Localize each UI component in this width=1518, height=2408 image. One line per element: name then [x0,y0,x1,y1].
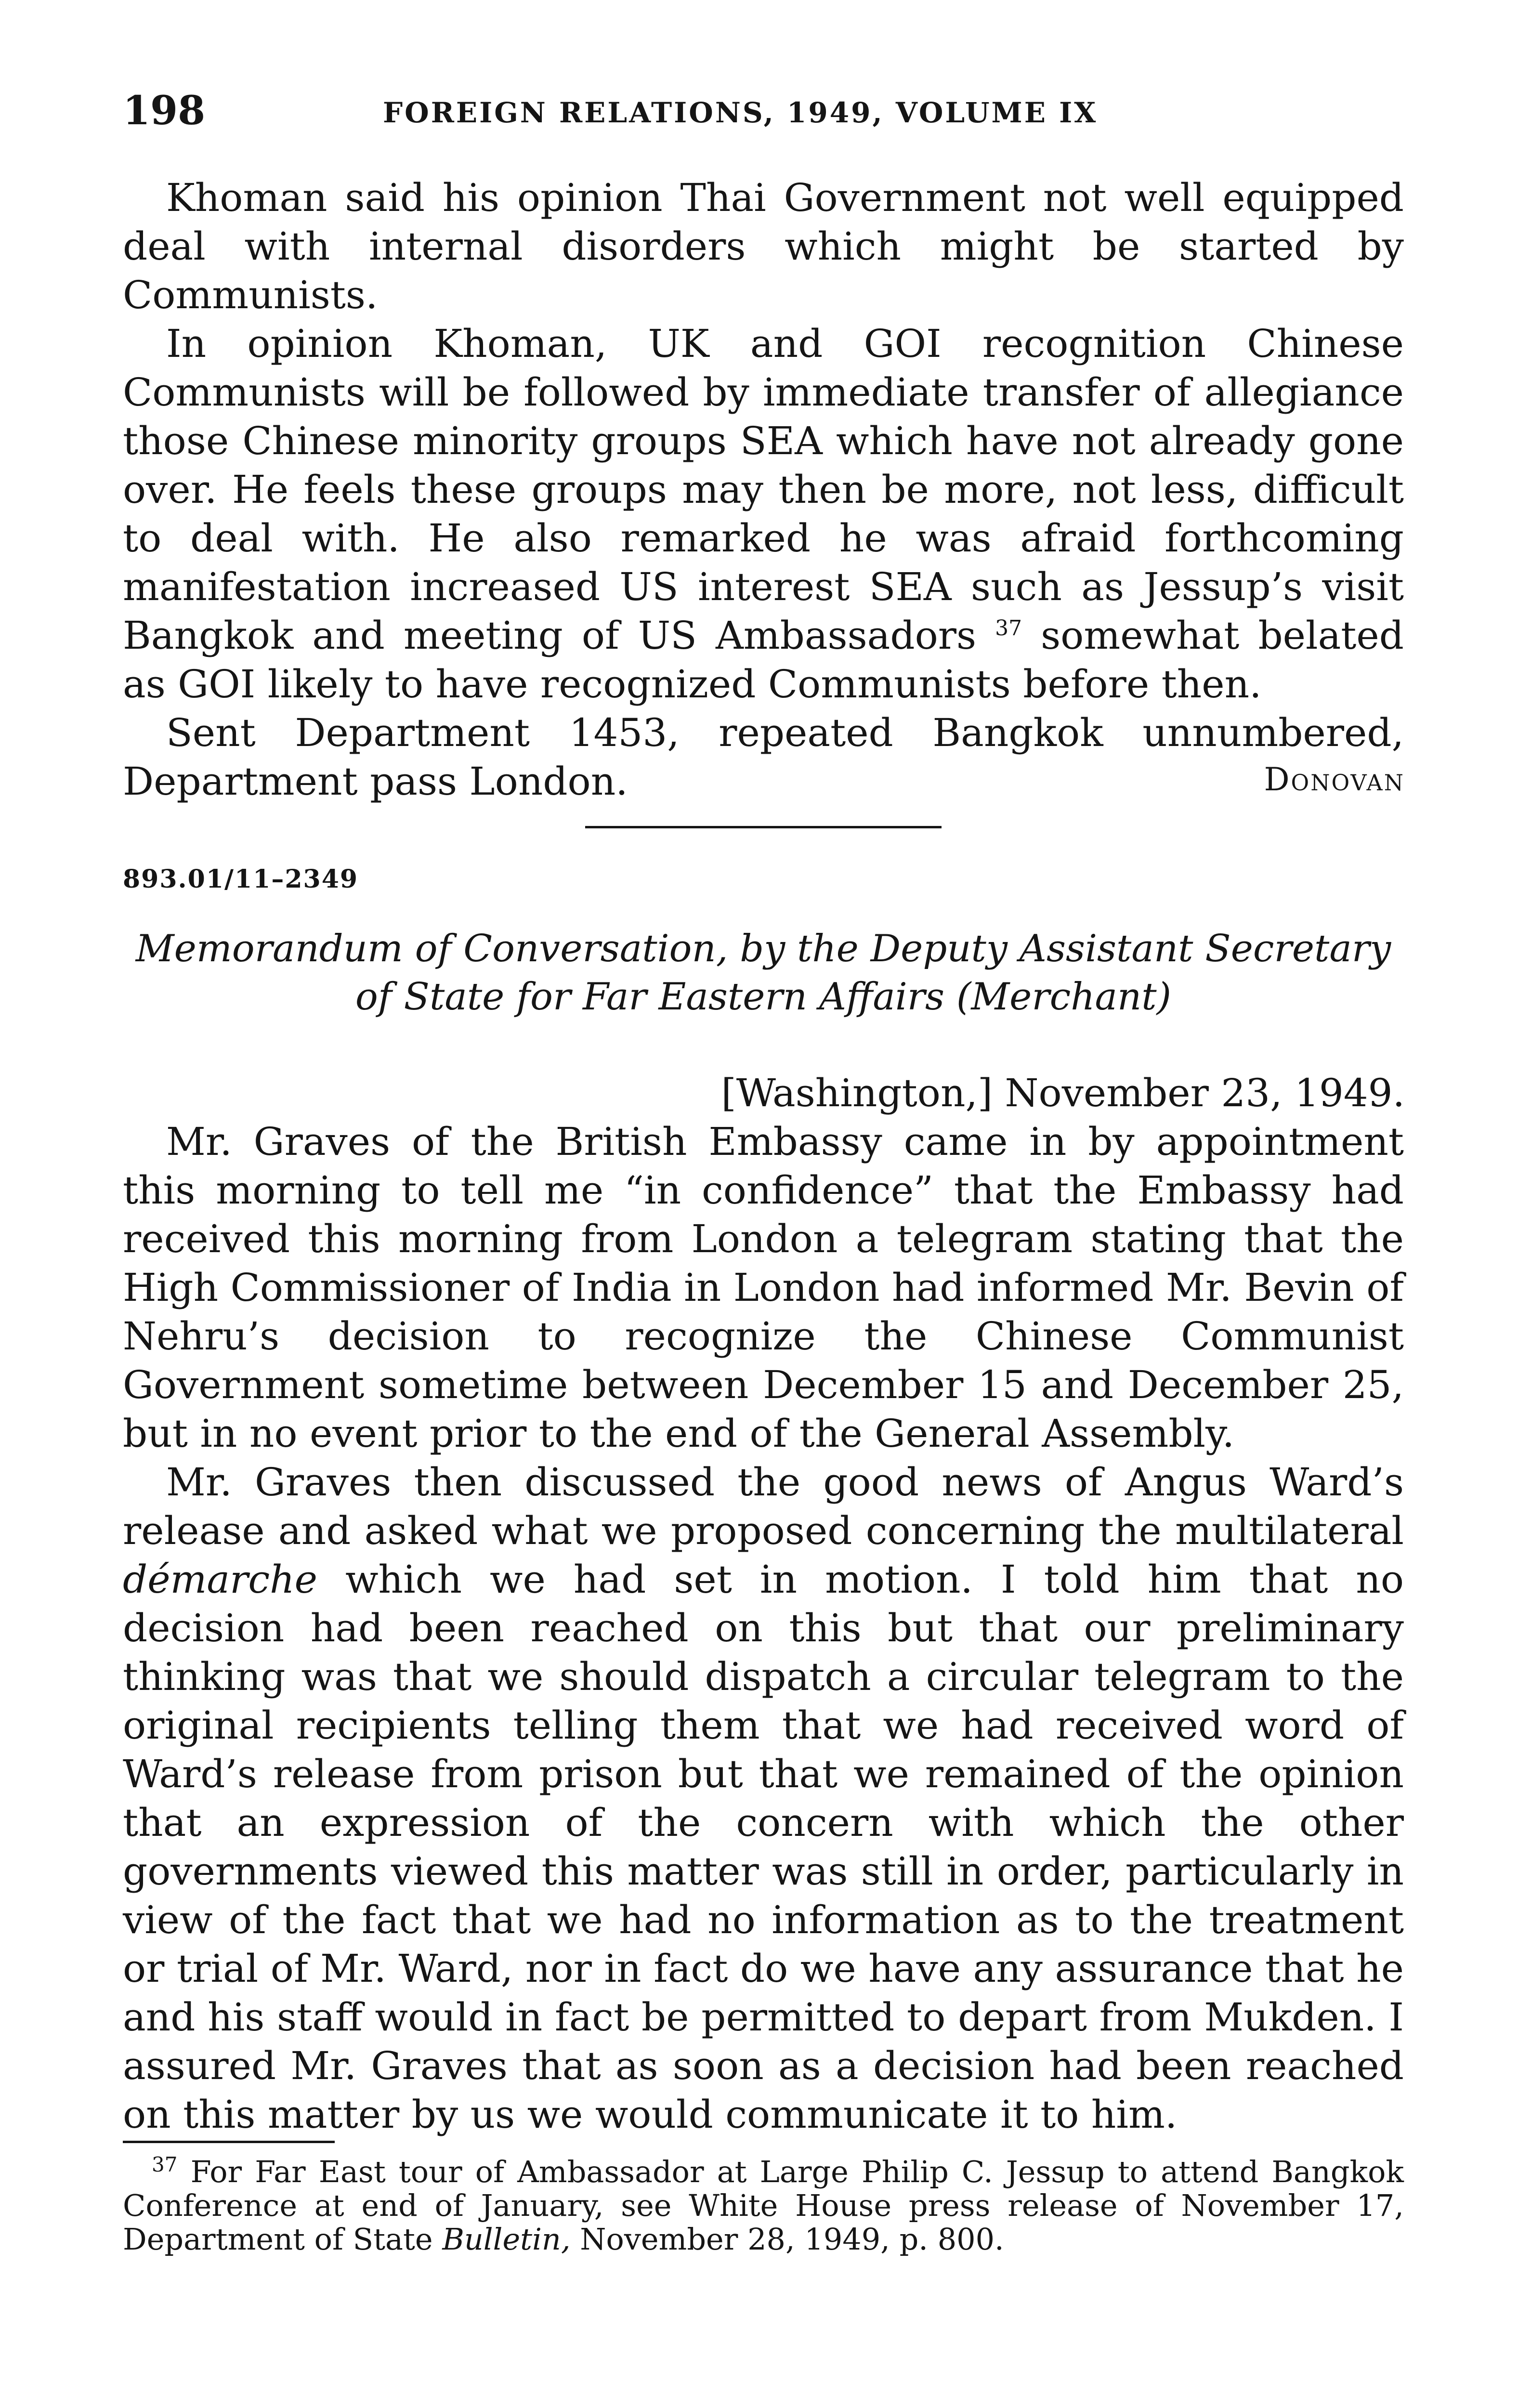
memo-paragraph [123,1458,1404,2139]
telegram-paragraph [123,319,1404,708]
footnote-text: November 28, 1949, p. 800. [580,2222,1004,2257]
page-number: 198 [123,88,206,134]
footnote-marker: 37 [152,2153,178,2176]
memo-paragraph: Mr. Graves of the British Embassy came in by appointment this morning to tell me “in confidence” that the Embassy had received this morning from London a telegram stating that the High Commissioner of India in London had informed Mr. Bevin of Nehru’s decision to recognize the Chinese Communist Government sometime between December 15 and December 25, but in no event prior to the end of the General Assembly. [123,1119,1404,1456]
paragraph-text: somewhat belated as GOI likely to have recognized Communists before then. [123,613,1404,707]
running-head: FOREIGN RELATIONS, 1949, VOLUME IX [383,96,1098,129]
paragraph-text: Mr. Graves then discussed the good news of Angus Ward’s release and asked what we proposed concerning the multilateral [123,1460,1404,1553]
footnote-reference: 37 [995,616,1022,641]
footnote-text: For Far East tour of Ambassador at Large Philip C. Jessup to attend Bangkok Conference at end of January, see White House press release of November 17, Department of State [123,2154,1404,2257]
signature: Donovan [1264,761,1405,798]
telegram-paragraph: Khoman said his opinion Thai Government not well equipped deal with internal disorders which might be started by Communists. [123,175,1404,317]
italic-term: démarche [123,1557,318,1602]
footnote-divider [123,2141,335,2143]
dateline: [Washington,] November 23, 1949. [721,1071,1405,1115]
telegram-body [123,173,1404,806]
paragraph-text: In opinion Khoman, UK and GOI recognition Chinese Communists will be followed by immediate transfer of allegiance those Chinese minority groups SEA which have not already gone over. He feels these groups may then be more, not less, difficult to deal with. He also remarked he was afraid forthcoming manifestation increased US interest SEA such as Jessup’s visit Bangkok and meeting of US Ambassadors [123,321,1404,658]
page-header [123,87,1404,144]
footnote [123,2155,1404,2256]
paragraph-text: which we had set in motion. I told him that no decision had been reached on this but that our preliminary thinking was that we should dispatch a circular telegram to the original recipients telling them that we had received word of Ward’s release from prison but that we remained of the opinion that an expression of the concern with which the other governments viewed this matter was still in order, particularly in view of the fact that we had no information as to the treatment or trial of Mr. Ward, nor in fact do we have any assurance that he and his staff would in fact be permitted to depart from Mukden. I assured Mr. Graves that as soon as a decision had been reached on this matter by us we would communicate it to him. [123,1557,1404,2137]
document-title: Memorandum of Conversation, by the Deputy Assistant Secretary of State for Far Eastern Affairs (Merchant) [135,927,1391,1019]
memo-body [123,1117,1404,2139]
footnote-italic: Bulletin, [442,2222,571,2257]
file-number: 893.01/11–2349 [123,864,359,894]
telegram-paragraph: Sent Department 1453, repeated Bangkok unnumbered, Department pass London. [123,710,1404,804]
footnote-paragraph [123,2155,1404,2256]
section-divider [585,826,942,828]
